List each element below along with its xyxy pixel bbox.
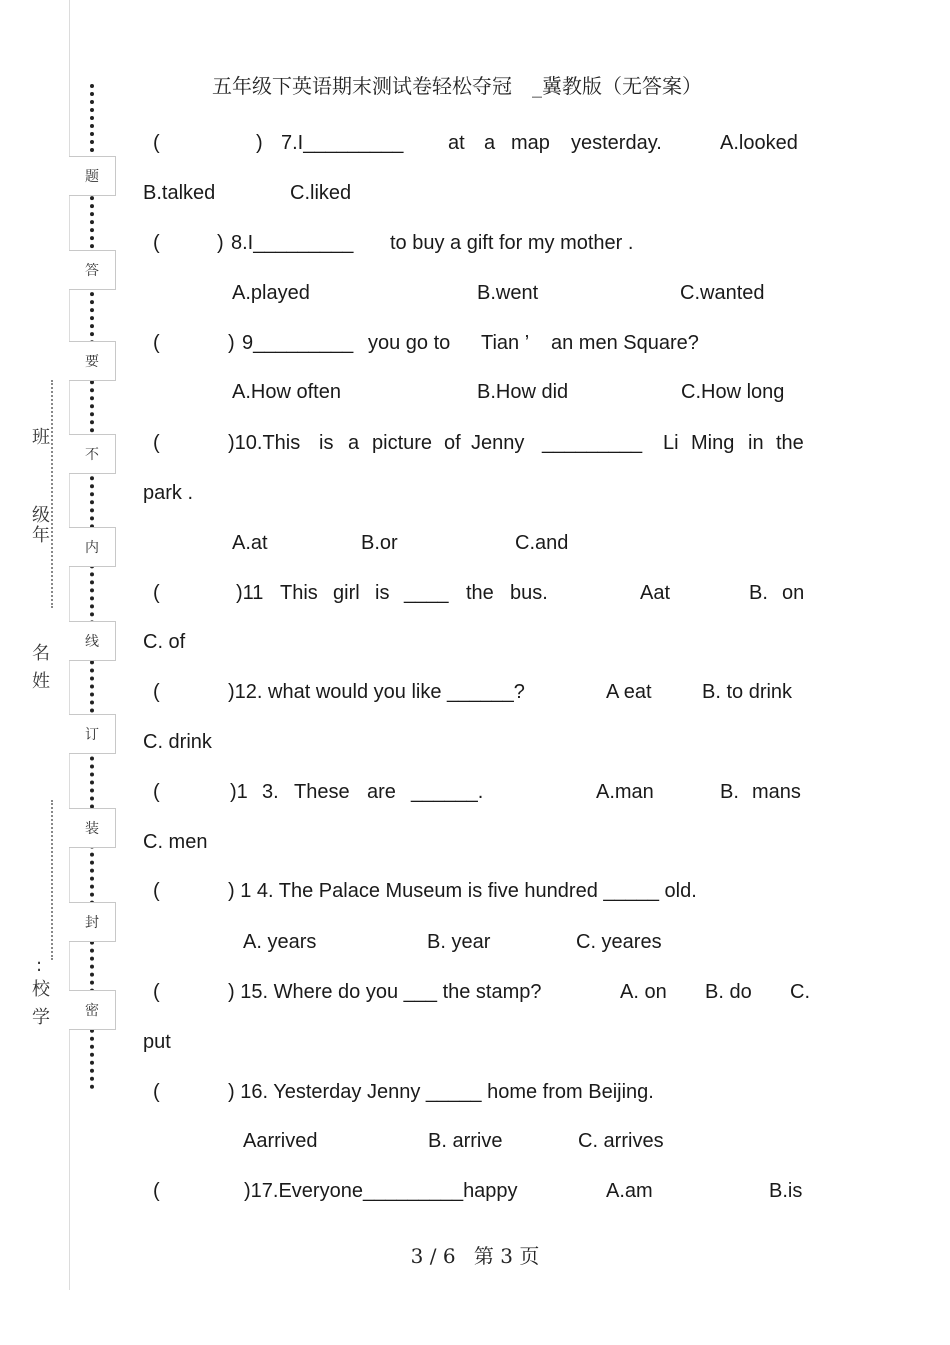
question-word: a (348, 432, 360, 454)
option-b: B. arrive (428, 1130, 503, 1152)
option-c: C. yeares (576, 931, 662, 953)
name-label: 名姓 (32, 643, 50, 692)
seal-char: 不 (69, 434, 116, 474)
seal-char: 内 (69, 527, 116, 567)
option-a: A. on (620, 981, 667, 1003)
option-b: B. to drink (702, 681, 793, 703)
option-c: C.liked (290, 182, 352, 204)
option-b: B. (720, 781, 739, 803)
page-title: 五年级下英语期末测试卷轻松夺冠 _冀教版（无答案） (212, 74, 702, 98)
option-b: B. (749, 582, 768, 604)
question-text: to buy a gift for my mother . (390, 232, 634, 254)
school-label: 校学 (32, 979, 50, 1028)
question-word: a (484, 132, 496, 154)
question-word: picture (372, 432, 433, 454)
answer-paren-open: ( (153, 132, 160, 154)
question-word: Ming (691, 432, 735, 454)
answer-paren-close: ) (256, 132, 263, 154)
info-dotted-line-upper (51, 380, 53, 608)
grade-label: 级年 (32, 505, 50, 546)
answer-paren-close: ) (217, 232, 224, 254)
question-word: an men Square? (551, 332, 699, 354)
seal-char: 密 (69, 990, 116, 1030)
option-b: B. year (427, 931, 491, 953)
question-stem: ) 16. Yesterday Jenny _____ home from Beijing. (228, 1081, 654, 1103)
option-b: B.talked (143, 182, 216, 204)
question-word: yesterday. (571, 132, 662, 154)
seal-char: 装 (69, 808, 116, 848)
question-word: Li (663, 432, 679, 454)
question-word: Tian ’ (481, 332, 530, 354)
seal-char: 封 (69, 902, 116, 942)
option-a: A.How often (232, 381, 341, 403)
option-b-text: mans (752, 781, 801, 803)
seal-char: 线 (69, 621, 116, 661)
answer-paren-open: ( (153, 1180, 160, 1202)
question-stem: ) 15. Where do you ___ the stamp? (228, 981, 542, 1003)
seal-char: 要 (69, 341, 116, 381)
option-b: B.went (477, 282, 539, 304)
question-stem: )10.This (228, 432, 301, 454)
seal-char: 订 (69, 714, 116, 754)
question-stem: 7.I_________ (281, 132, 404, 154)
question-word: are (367, 781, 396, 803)
question-blank: ______. (411, 781, 484, 803)
option-a: A.looked (720, 132, 798, 154)
option-a: A.at (232, 532, 268, 554)
question-stem: )1 (230, 781, 248, 803)
question-blank: ____ (404, 582, 449, 604)
question-word: bus. (510, 582, 548, 604)
question-stem: 9_________ (242, 332, 354, 354)
option-a: A eat (606, 681, 652, 703)
question-word: map (511, 132, 550, 154)
question-word: in (748, 432, 764, 454)
option-c: C. (790, 981, 810, 1003)
page-label: 第 3 页 (473, 1244, 540, 1268)
answer-paren-open: ( (153, 582, 160, 604)
option-b: B.How did (477, 381, 569, 403)
question-word: the (466, 582, 494, 604)
colon-mark: : (36, 955, 43, 976)
option-a: A. years (243, 931, 317, 953)
option-c: C.How long (681, 381, 785, 403)
question-word: Jenny (471, 432, 525, 454)
answer-paren-open: ( (153, 432, 160, 454)
answer-paren-close: ) (228, 332, 235, 354)
question-word: is (375, 582, 390, 604)
option-c: C.wanted (680, 282, 765, 304)
question-stem: 8.I_________ (231, 232, 354, 254)
question-word: This (280, 582, 318, 604)
seal-char: 题 (69, 156, 116, 196)
question-word: at (448, 132, 465, 154)
option-a: A.am (606, 1180, 653, 1202)
question-word: girl (333, 582, 360, 604)
answer-paren-open: ( (153, 981, 160, 1003)
option-a: A.played (232, 282, 310, 304)
question-word: of (444, 432, 461, 454)
answer-paren-open: ( (153, 1081, 160, 1103)
page-fraction: 3 / 6 (410, 1244, 456, 1268)
question-stem: )11 (236, 582, 264, 604)
question-word: you go to (368, 332, 451, 354)
option-a: A.man (596, 781, 654, 803)
answer-paren-open: ( (153, 232, 160, 254)
answer-paren-open: ( (153, 681, 160, 703)
answer-paren-open: ( (153, 781, 160, 803)
option-a: Aarrived (243, 1130, 318, 1152)
option-c-text: put (143, 1031, 171, 1053)
page-footer (0, 1240, 950, 1269)
seal-char: 答 (69, 250, 116, 290)
question-text: park . (143, 482, 194, 504)
question-stem: )12. what would you like ______? (228, 681, 525, 703)
question-word: These (294, 781, 350, 803)
answer-paren-open: ( (153, 880, 160, 902)
option-c: C.and (515, 532, 569, 554)
option-b: B.is (769, 1180, 803, 1202)
option-a: Aat (640, 582, 671, 604)
option-b-text: on (782, 582, 805, 604)
question-stem: ) 1 4. The Palace Museum is five hundred _____ old. (228, 880, 697, 902)
option-c: C. of (143, 631, 186, 653)
question-blank: _________ (542, 432, 643, 454)
option-b: B. do (705, 981, 752, 1003)
info-dotted-line-lower (51, 800, 53, 960)
option-c: C. arrives (578, 1130, 664, 1152)
question-word: the (776, 432, 804, 454)
option-b: B.or (361, 532, 398, 554)
question-stem: )17.Everyone_________happy (244, 1180, 518, 1202)
option-c: C. men (143, 831, 208, 853)
option-c: C. drink (143, 731, 212, 753)
class-label: 班 (32, 427, 50, 448)
answer-paren-open: ( (153, 332, 160, 354)
question-word: 3. (262, 781, 279, 803)
question-word: is (319, 432, 334, 454)
